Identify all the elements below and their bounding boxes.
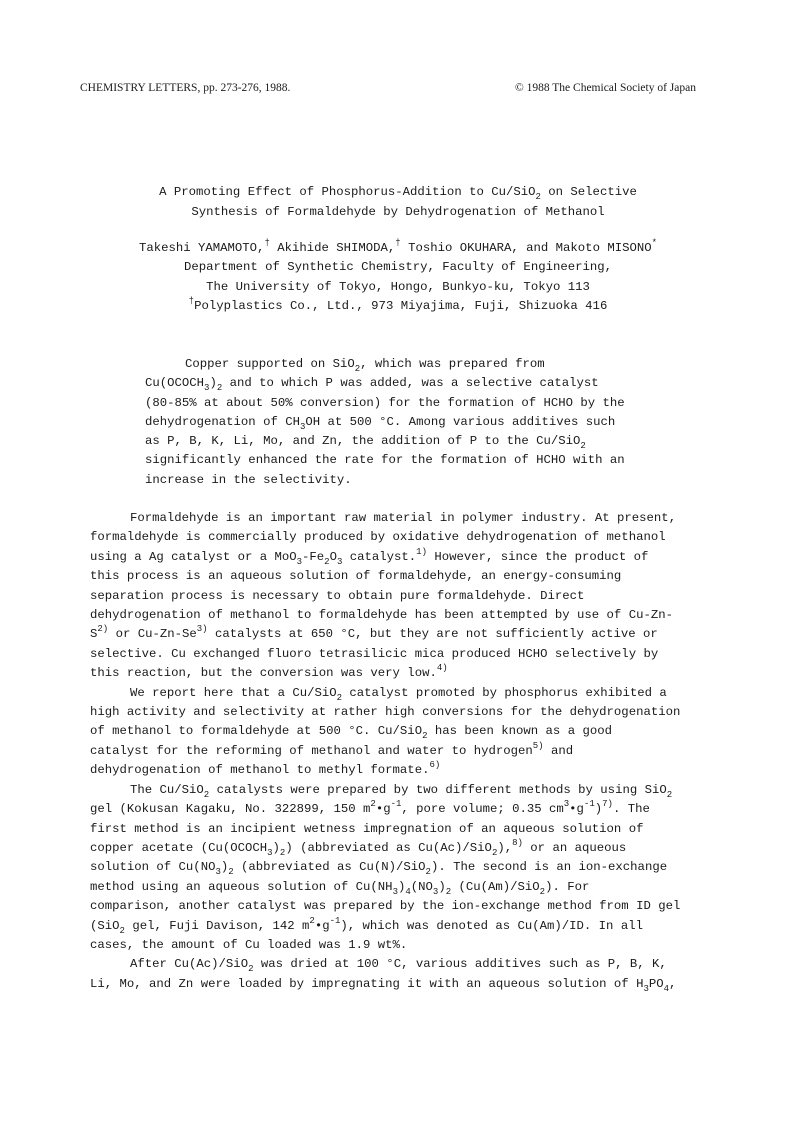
copyright-notice: © 1988 The Chemical Society of Japan [515,82,696,94]
paragraph-2: We report here that a Cu/SiO$_2$ catalyst promoted by phosphorus exhibited a high activity and selectivity at rather high conversions for the dehydrogenation of methanol to formaldehyde at 500 °C. Cu/SiO$_2$ has been known as a good catalyst for the reforming of methanol and water to hydrogen$^{5)}$ and dehydrogenation of methanol to methyl formate.$^{6)}$ [90,685,681,778]
author-block [90,239,706,316]
affiliation-3: †Polyplastics Co., Ltd., 973 Miyajima, Fuji, Shizuoka 416 [188,295,608,313]
author-names: Takeshi YAMAMOTO,† Akihide SHIMODA,† Toshio OKUHARA, and Makoto MISONO* [138,238,658,255]
paragraph-1: Formaldehyde is an important raw material in polymer industry. At present, formaldehyde is commercially produced by oxidative dehydrogenation of methanol using a Ag catalyst or a $MoO_3-Fe_2O_3$ catalyst.$^{1)}$ However, since the product of this process is an aqueous solution of formaldehyde, an energy-consuming separation process is necessary to obtain pure formaldehyde. Direct dehydrogenation of methanol to formaldehyde has been attempted by use of Cu-Zn- $S^{2)}$ or Cu-Zn-Se$^{3)}$ catalysts at 650 °C, but they are not sufficiently active or selective. Cu exchanged fluoro tetrasilicic mica produced HCHO selectively by this reaction, but the conversion was very low.$^{4)}$ [90,511,677,681]
paragraph-4: After Cu(Ac)/SiO$_2$ was dried at 100 °C, various additives such as P, B, K, Li, Mo, and Zn were loaded by impregnating it with an aqueous solution of $H_3PO_4$, [90,957,677,994]
affiliation-2: The University of Tokyo, Hongo, Bunkyo-ku, Tokyo 113 [206,279,590,294]
title-line-1: A Promoting Effect of Phosphorus-Addition to Cu/SiO$_2$ on Selective [159,185,637,202]
paper-title [90,182,706,222]
paragraph-3: The Cu/SiO$_2$ catalysts were prepared by two different methods by using SiO$_2$ gel (Kokusan Kagaku, No. 322899, 150 $m^2•g^{-1}$, pore volume; 0.35 $cm^3•g^{-1})^{7)}$. The first method is an incipient wetness impregnation of an aqueous solution of copper acetate $(Cu(OCOCH_3)_2)$ (abbreviated as Cu(Ac)/SiO$_2$),$^{8)}$ or an aqueous solution of $Cu(NO_3)_2$ (abbreviated as Cu(N)/SiO$_2$). The second is an ion-exchange method using an aqueous solution of $Cu(NH_3)_4(NO_3)_2$ (Cu(Am)/SiO$_2$). For comparison, another catalyst was prepared by the ion-exchange method from ID gel (SiO$_2$ gel, Fuji Davison, 142 $m^2•g^{-1}$), which was denoted as Cu(Am)/ID. In all cases, the amount of Cu loaded was 1.9 wt%. [90,782,681,952]
affiliation-1: Department of Synthetic Chemistry, Faculty of Engineering, [183,260,612,275]
journal-citation: CHEMISTRY LETTERS, pp. 273-276, 1988. [80,82,291,94]
abstract: Copper supported on SiO$_2$, which was prepared from $Cu(OCOCH_3)_2$ and to which P was added, was a selective catalyst (80-85% at about 50% conversion) for the formation of HCHO by the dehydrogenation of $CH_3OH$ at 500 °C. Among various additives such as P, B, K, Li, Mo, and Zn, the addition of P to the Cu/SiO$_2$ significantly enhanced the rate for the formation of HCHO with an increase in the selectivity. [145,357,625,487]
body-text [90,509,708,994]
running-header [80,82,696,98]
title-line-2: Synthesis of Formaldehyde by Dehydrogenation of Methanol [191,205,605,219]
